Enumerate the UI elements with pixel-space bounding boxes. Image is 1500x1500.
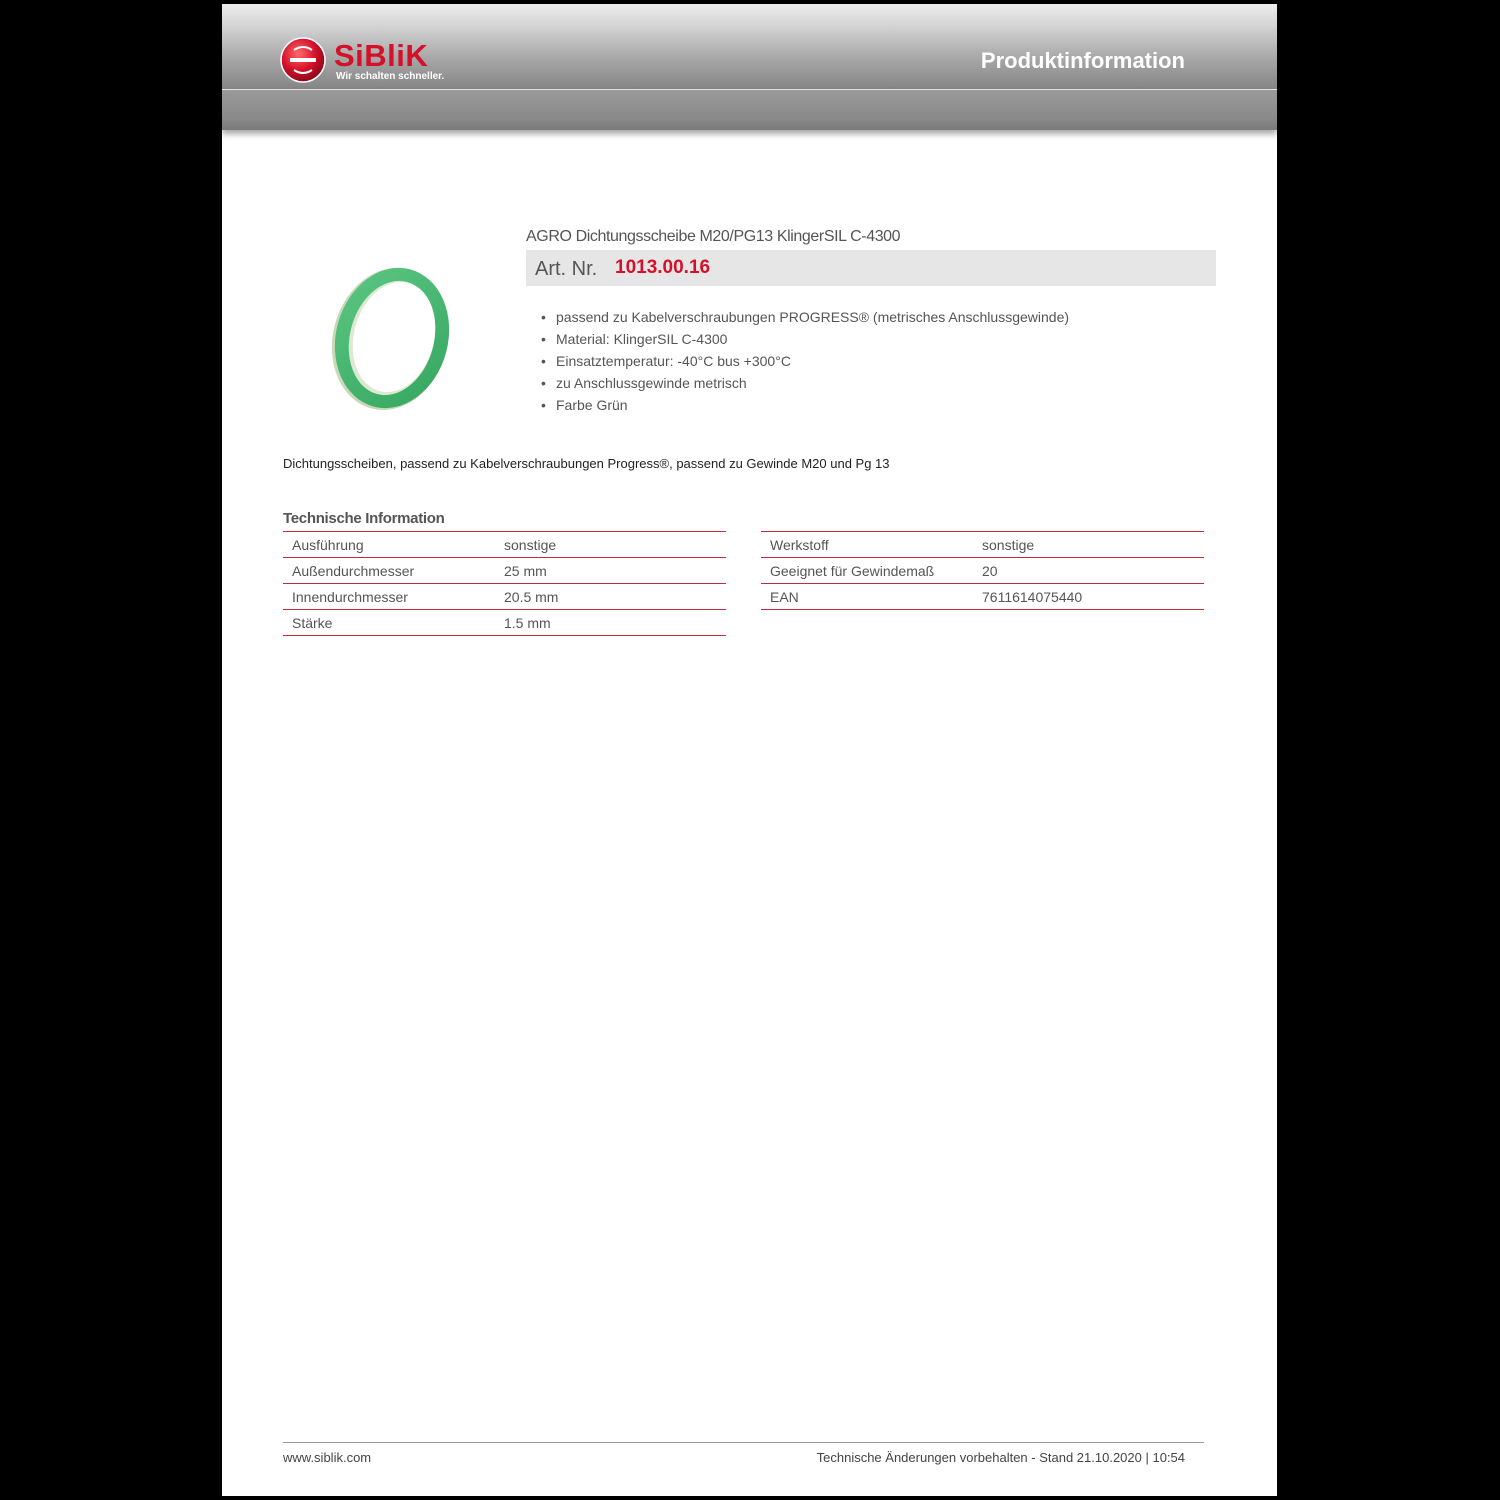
feature-text: passend zu Kabelverschraubungen PROGRESS® (metrisches Anschlussgewinde) (556, 309, 1070, 325)
spec-key: Werkstoff (770, 537, 829, 553)
table-row (761, 584, 1204, 610)
product-title: AGRO Dichtungsscheibe M20/PG13 KlingerSIL C-4300 (526, 228, 901, 245)
feature-text: Material: KlingerSIL C-4300 (556, 331, 728, 347)
spec-key: Ausführung (292, 537, 364, 553)
table-row (283, 610, 726, 636)
bullet-icon: • (541, 397, 546, 413)
header-band (222, 90, 1277, 130)
feature-list (538, 306, 1069, 416)
feature-item (538, 306, 1069, 328)
spec-value: 25 mm (504, 563, 547, 579)
feature-item (538, 372, 1069, 394)
spec-key: Innendurchmesser (292, 589, 408, 605)
feature-item (538, 328, 1069, 350)
feature-item (538, 394, 1069, 416)
page-title: Produktinformation (980, 48, 1185, 73)
tech-table-left (283, 531, 726, 636)
table-row (283, 558, 726, 584)
table-row (283, 532, 726, 558)
footer-website-link[interactable]: www.siblik.com (283, 1450, 372, 1465)
feature-text: zu Anschlussgewinde metrisch (556, 375, 747, 391)
product-sheet-page (222, 4, 1277, 1496)
page-header (222, 4, 1277, 89)
spec-value: 1.5 mm (504, 615, 551, 631)
spec-value: sonstige (982, 537, 1035, 553)
footer-note: Technische Änderungen vorbehalten - Stand 21.10.2020 | 10:54 (816, 1450, 1185, 1465)
spec-value: sonstige (504, 537, 557, 553)
spec-key: Außendurchmesser (292, 563, 415, 579)
spec-key: Geeignet für Gewindemaß (770, 563, 935, 579)
spec-value: 7611614075440 (982, 589, 1083, 605)
product-description: Dichtungsscheiben, passend zu Kabelverschraubungen Progress®, passend zu Gewinde M20 und Pg 13 (283, 456, 890, 471)
feature-item (538, 350, 1069, 372)
feature-text: Farbe Grün (556, 397, 628, 413)
footer-divider (283, 1442, 1204, 1443)
article-number-value: 1013.00.16 (615, 257, 711, 278)
gasket-image-icon (330, 262, 454, 414)
feature-text: Einsatztemperatur: -40°C bus +300°C (556, 353, 791, 369)
spec-value: 20 (982, 563, 998, 579)
brand-slogan: Wir schalten schneller. (336, 71, 445, 82)
table-row (761, 532, 1204, 558)
bullet-icon: • (541, 353, 546, 369)
brand-wordmark: SiBliK (334, 38, 429, 73)
article-number-label: Art. Nr. (535, 258, 598, 280)
tech-info-heading: Technische Information (283, 510, 445, 527)
bullet-icon: • (541, 309, 546, 325)
bullet-icon: • (541, 375, 546, 391)
spec-value: 20.5 mm (504, 589, 559, 605)
table-row (283, 584, 726, 610)
spec-key: EAN (770, 589, 799, 605)
spec-key: Stärke (292, 615, 333, 631)
bullet-icon: • (541, 331, 546, 347)
article-number-bar (526, 250, 1216, 286)
tech-table-right (761, 531, 1204, 610)
table-row (761, 558, 1204, 584)
